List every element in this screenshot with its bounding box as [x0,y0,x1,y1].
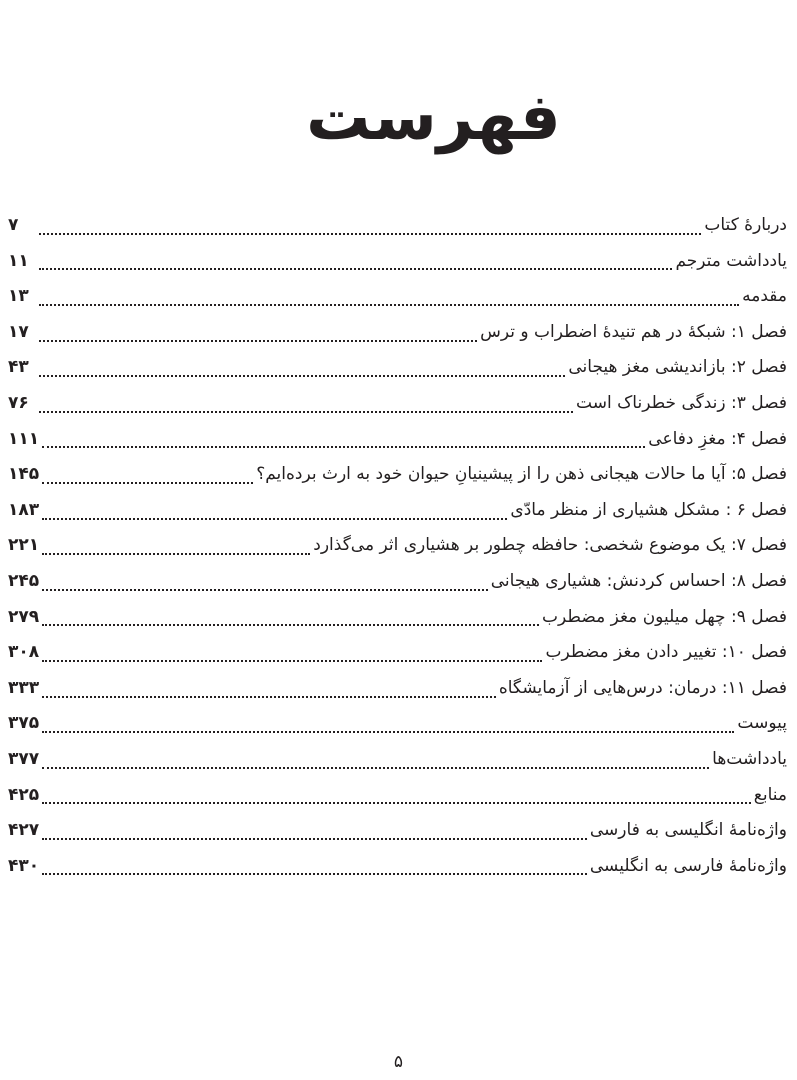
toc-entry-page: ۷ [8,215,19,235]
page-title: فهرست [306,80,561,155]
toc-entry [8,813,787,849]
toc-entry-title: فصل ۱۰: تغییر دادن مغز مضطرب [545,642,787,663]
dot-leader [42,518,507,520]
toc-entry-page: ۱۷ [8,321,29,342]
dot-leader [42,482,253,484]
toc-entry [8,457,787,493]
toc-entry-title: یادداشت مترجم [675,250,787,271]
toc-entry-title: فصل ۹: چهل میلیون مغز مضطرب [542,606,787,627]
toc-entry-title: فصل ۶ : مشکل هشیاری از منظر مادّی [510,499,787,520]
toc-entry [8,350,787,386]
toc-entry-page: ۳۳۳ [8,677,40,698]
toc-entry-title: فصل ۸: احساس کردنش: هشیاری هیجانی [490,570,787,591]
toc-entry [8,671,787,707]
dot-leader [42,446,645,448]
toc-entry-title: منابع [753,784,787,805]
dot-leader [42,838,587,840]
toc-entry-title: فصل ۴: مغزِ دفاعی [648,428,787,449]
toc-entry [8,778,787,814]
toc-entry [8,422,787,458]
toc-entry-page: ۱۸۳ [8,499,40,520]
dot-leader [39,304,739,306]
dot-leader [42,553,310,555]
toc-entry-title: فصل ۵: آیا ما حالات هیجانی ذهن را از پیشینیانِ حیوان خود به ارث برده‌ایم؟ [256,464,787,485]
toc-entry [8,635,787,671]
toc-entry-title: مقدمه [742,286,787,307]
toc-entry-page: ۴۲۷ [8,820,40,841]
toc-entry-page: ۳۷۵ [8,713,40,734]
dot-leader [42,767,709,769]
toc-entry-page: ۳۷۷ [8,748,40,769]
toc-entry-title: فصل ۷: یک موضوع شخصی: حافظه چطور بر هشیاری اثر می‌گذارد [313,535,787,556]
dot-leader [42,873,587,875]
toc-entry-title: دربارهٔ کتاب [704,215,787,235]
toc-entry [8,279,787,315]
toc-entry [8,742,787,778]
toc-entry [8,564,787,600]
dot-leader [42,696,496,698]
page-number: ۵ [393,1052,404,1072]
toc-entry-title: فصل ۱: شبکهٔ در هم تنیدهٔ اضطراب و ترس [480,321,787,342]
toc-entry-title: پیوست [737,713,787,734]
toc-entry-page: ۱۱۱ [8,428,40,449]
dot-leader [42,624,539,626]
toc-entry [8,849,787,885]
toc-entry [8,208,787,244]
toc-entry-page: ۴۳ [8,357,29,378]
toc-entry [8,244,787,280]
toc-entry-page: ۱۱ [8,250,29,271]
toc-entry-page: ۲۴۵ [8,570,40,591]
toc-entry [8,600,787,636]
dot-leader [42,589,488,591]
toc-entry-title: فصل ۱۱: درمان: درس‌هایی از آزمایشگاه [498,677,787,698]
toc-entry-page: ۷۶ [8,392,29,413]
toc-entry [8,493,787,529]
toc-entry-page: ۲۷۹ [8,606,40,627]
toc-entry-page: ۴۳۰ [8,855,40,876]
dot-leader [42,802,751,804]
dot-leader [39,411,573,413]
toc-entry-page: ۳۰۸ [8,642,40,663]
toc-entry-title: فصل ۳: زندگی خطرناک است [576,392,787,413]
toc-entry-page: ۲۲۱ [8,535,40,556]
toc-entry [8,315,787,351]
toc-entry [8,706,787,742]
toc-entry-page: ۱۳ [8,286,29,307]
dot-leader [39,268,672,270]
toc-entry-title: واژه‌نامهٔ فارسی به انگلیسی [589,855,787,876]
dot-leader [39,233,701,235]
toc-entry [8,528,787,564]
toc-entry [8,386,787,422]
toc-entry-page: ۱۴۵ [8,464,40,485]
toc-entry-title: واژه‌نامهٔ انگلیسی به فارسی [589,820,787,841]
table-of-contents [8,208,787,884]
dot-leader [42,731,734,733]
dot-leader [39,340,477,342]
dot-leader [42,660,542,662]
toc-entry-title: یادداشت‌ها [712,748,787,769]
toc-entry-title: فصل ۲: بازاندیشی مغز هیجانی [568,357,787,378]
dot-leader [39,375,565,377]
toc-entry-page: ۴۲۵ [8,784,40,805]
